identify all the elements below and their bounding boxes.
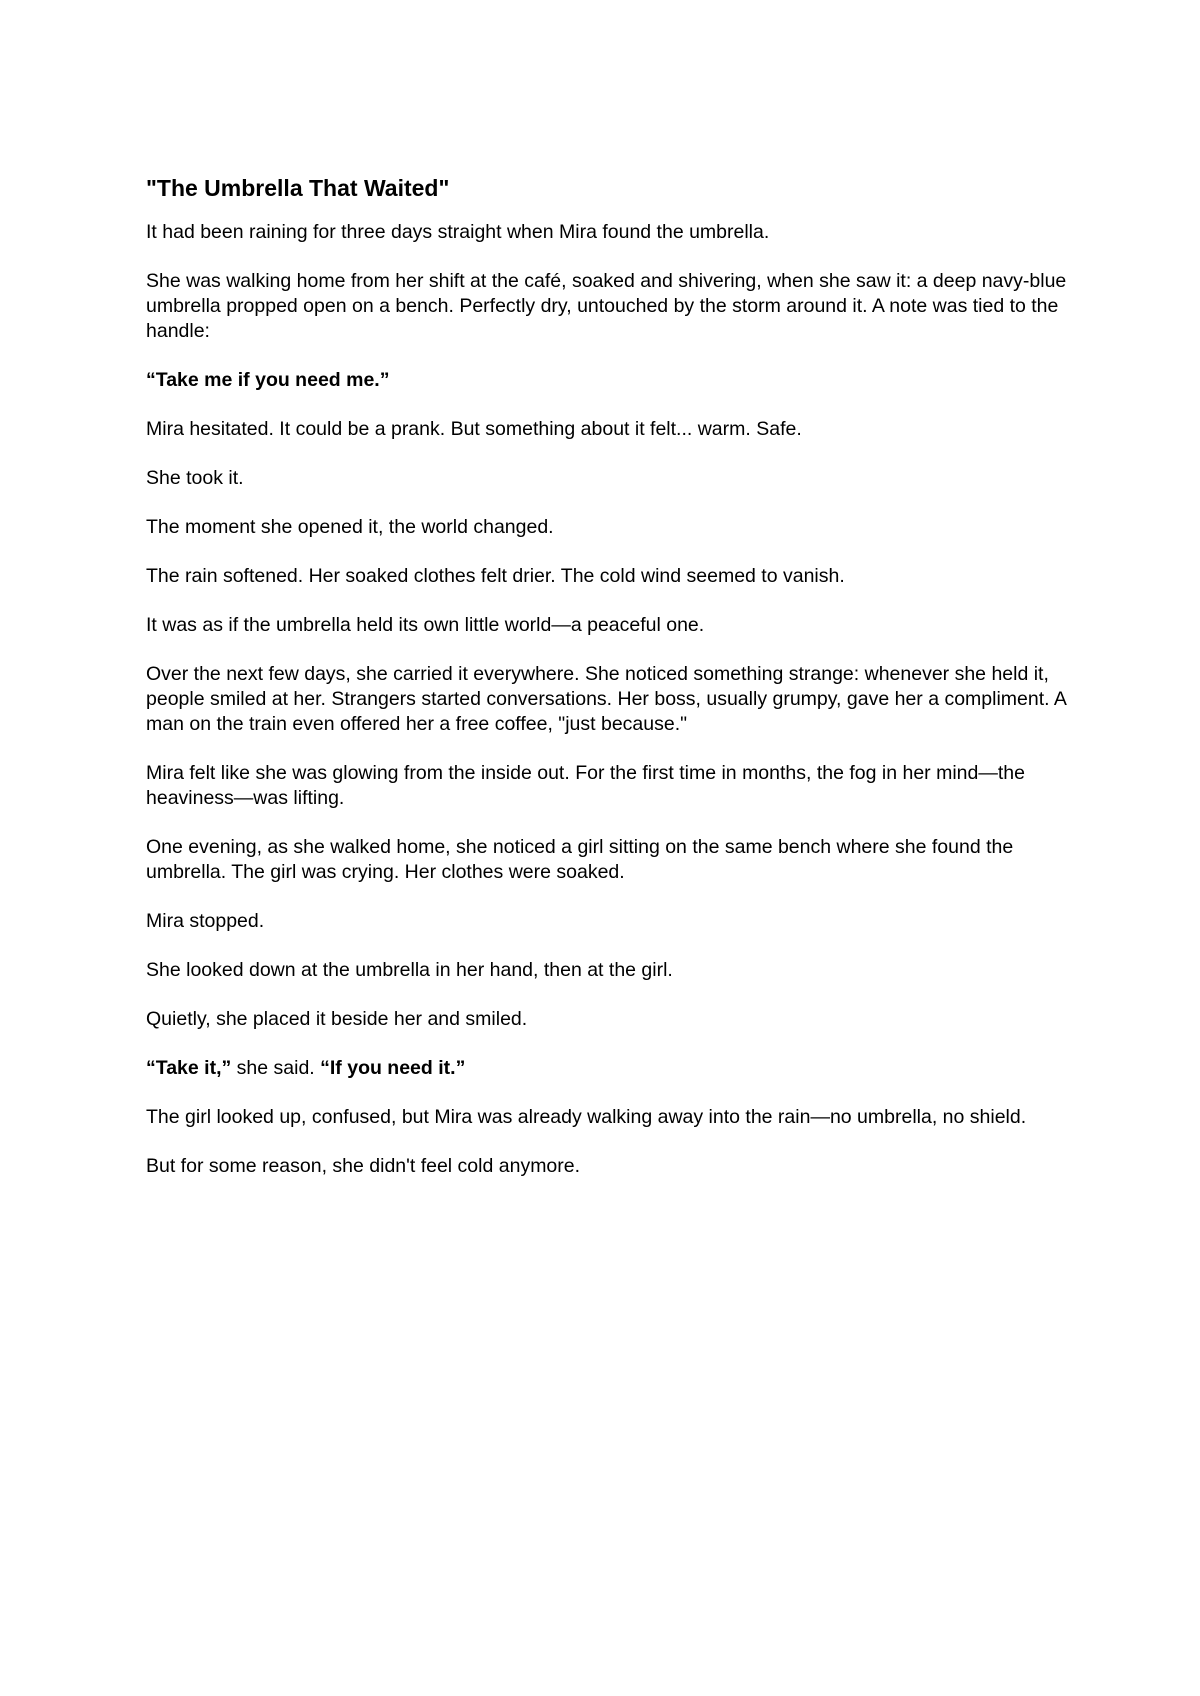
paragraph bbox=[146, 761, 1076, 811]
paragraph bbox=[146, 466, 1076, 491]
paragraph bbox=[146, 909, 1076, 934]
text-segment: One evening, as she walked home, she noticed a girl sitting on the same bench where she found the umbrella. The girl was crying. Her clothes were soaked. bbox=[146, 836, 1014, 883]
paragraph bbox=[146, 662, 1076, 737]
text-segment: It was as if the umbrella held its own little world—a peaceful one. bbox=[146, 614, 705, 636]
paragraph bbox=[146, 515, 1076, 540]
text-segment: Mira felt like she was glowing from the inside out. For the first time in months, the fog in her mind—the heaviness—was lifting. bbox=[146, 762, 1025, 809]
paragraph bbox=[146, 835, 1076, 885]
document-title: "The Umbrella That Waited" bbox=[146, 175, 450, 201]
text-segment: It had been raining for three days straight when Mira found the umbrella. bbox=[146, 221, 770, 243]
paragraph bbox=[146, 417, 1076, 442]
bold-text-segment: “Take it,” bbox=[146, 1057, 232, 1079]
document-body bbox=[146, 174, 1076, 1203]
text-segment: The rain softened. Her soaked clothes felt drier. The cold wind seemed to vanish. bbox=[146, 565, 845, 587]
text-segment: Quietly, she placed it beside her and smiled. bbox=[146, 1008, 528, 1030]
text-segment: Mira stopped. bbox=[146, 910, 265, 932]
paragraph-list bbox=[146, 220, 1076, 1179]
paragraph bbox=[146, 1154, 1076, 1179]
paragraph bbox=[146, 958, 1076, 983]
text-segment: Mira hesitated. It could be a prank. But something about it felt... warm. Safe. bbox=[146, 418, 802, 440]
paragraph bbox=[146, 368, 1076, 393]
text-segment: She took it. bbox=[146, 467, 244, 489]
text-segment: she said. bbox=[231, 1057, 321, 1079]
text-segment: The moment she opened it, the world changed. bbox=[146, 516, 554, 538]
paragraph bbox=[146, 564, 1076, 589]
paragraph bbox=[146, 1056, 1076, 1081]
paragraph bbox=[146, 269, 1076, 344]
paragraph bbox=[146, 613, 1076, 638]
paragraph bbox=[146, 1007, 1076, 1032]
paragraph bbox=[146, 1105, 1076, 1130]
text-segment: But for some reason, she didn't feel cold anymore. bbox=[146, 1155, 581, 1177]
paragraph bbox=[146, 220, 1076, 245]
text-segment: Over the next few days, she carried it everywhere. She noticed something strange: whenever she held it, people smiled at her. Strangers started conversations. Her boss, usually grumpy, gave her a compliment. A man on the train even offered her a free coffee, "just because." bbox=[146, 663, 1066, 735]
text-segment: She looked down at the umbrella in her hand, then at the girl. bbox=[146, 959, 673, 981]
bold-text-segment: “Take me if you need me.” bbox=[146, 369, 390, 391]
text-segment: The girl looked up, confused, but Mira was already walking away into the rain—no umbrella, no shield. bbox=[146, 1106, 1027, 1128]
bold-text-segment: “If you need it.” bbox=[320, 1057, 466, 1079]
text-segment: She was walking home from her shift at the café, soaked and shivering, when she saw it: a deep navy-blue umbrella propped open on a bench. Perfectly dry, untouched by the storm around it. A note was tied to the handle: bbox=[146, 270, 1067, 342]
